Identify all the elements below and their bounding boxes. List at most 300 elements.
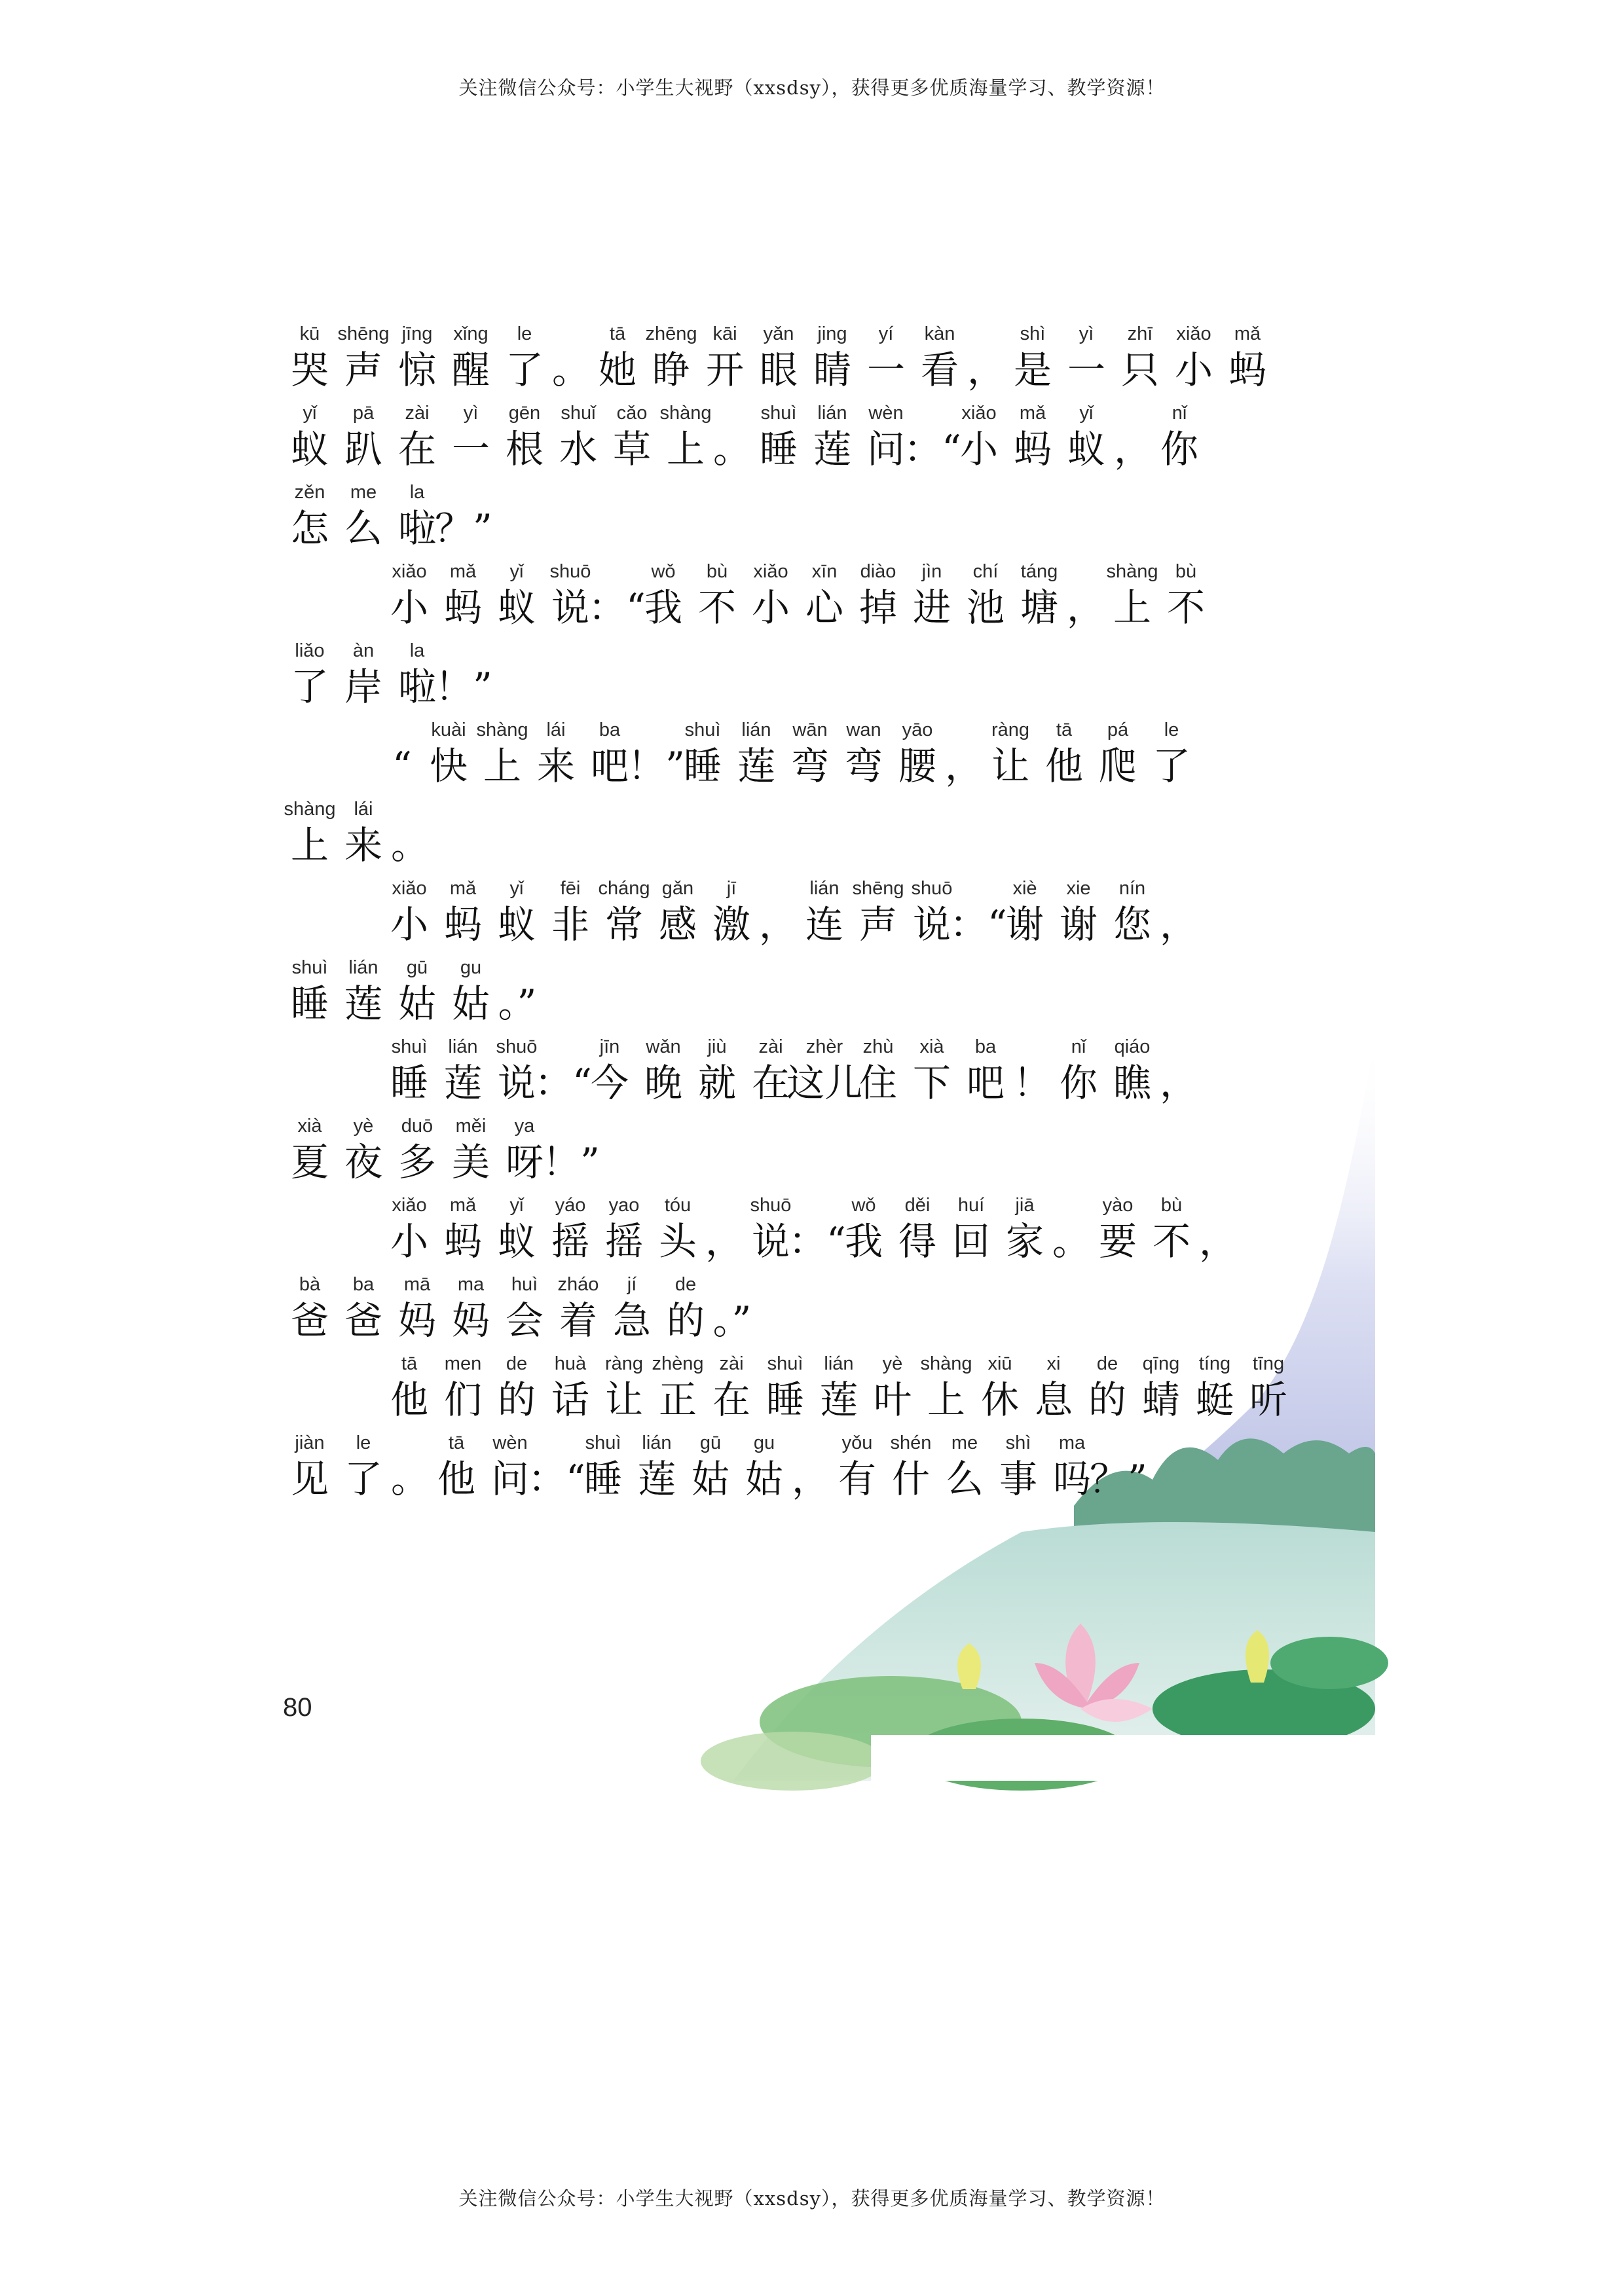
punctuation: [967, 321, 1006, 393]
hanzi: ！”: [435, 665, 492, 709]
hanzi: 我: [644, 585, 682, 630]
hanzi: ：“: [950, 902, 1007, 947]
hanzi: ，: [967, 348, 1005, 392]
ruby-character: [851, 1034, 905, 1106]
pinyin: de: [1096, 1353, 1118, 1374]
hanzi: 在: [397, 427, 436, 471]
hanzi: 在: [712, 1377, 750, 1422]
pinyin: kāi: [712, 323, 737, 344]
ruby-character: [390, 400, 444, 472]
pinyin: kuài: [431, 720, 466, 740]
hanzi: 下: [912, 1061, 951, 1105]
pinyin: jiù: [707, 1036, 727, 1057]
hanzi: ，: [944, 744, 983, 788]
hanzi: 夜: [344, 1140, 382, 1184]
story-line: [382, 710, 1198, 789]
punctuation: [1052, 1192, 1091, 1264]
hanzi: ？”: [1090, 1457, 1147, 1501]
punctuation: [382, 717, 422, 789]
hanzi: 上: [927, 1377, 965, 1422]
pinyin: yáo: [555, 1195, 586, 1216]
punctuation: [435, 479, 492, 551]
pinyin: zài: [758, 1036, 783, 1057]
hanzi: 。: [390, 823, 429, 867]
hanzi: 。: [390, 1457, 429, 1501]
ruby-character: [905, 558, 959, 630]
ruby-character: [644, 321, 698, 393]
ruby-character: [1134, 1351, 1188, 1423]
pinyin: shàng: [476, 720, 528, 740]
ruby-character: [430, 1430, 483, 1502]
punctuation: [712, 400, 752, 472]
pinyin: ba: [974, 1036, 997, 1057]
pinyin: jī: [726, 878, 737, 899]
ruby-character: [851, 558, 905, 630]
pinyin: ràng: [991, 720, 1030, 740]
ruby-character: [1052, 875, 1105, 947]
hanzi: 小: [1174, 348, 1213, 392]
hanzi: 问: [490, 1457, 529, 1501]
ruby-character: [597, 1351, 651, 1423]
hanzi: 蚁: [497, 1219, 536, 1264]
pinyin: xǐng: [453, 323, 489, 344]
ruby-character: [444, 400, 498, 472]
ruby-character: [382, 875, 436, 947]
pinyin: gēn: [508, 403, 541, 424]
ruby-character: [544, 875, 597, 947]
pinyin: kàn: [924, 323, 955, 344]
hanzi: 的: [1088, 1377, 1126, 1422]
ruby-character: [283, 400, 337, 472]
hanzi: 腰: [898, 744, 936, 788]
hanzi: 啦: [397, 665, 436, 709]
ruby-character: [973, 1351, 1027, 1423]
hanzi: 让: [604, 1377, 643, 1422]
pinyin: yǐ: [509, 878, 524, 899]
ruby-character: [390, 1113, 444, 1185]
ruby-character: [583, 1034, 637, 1106]
hanzi: 你: [1160, 427, 1198, 471]
hanzi: 见: [290, 1457, 329, 1501]
hanzi: 小: [959, 427, 998, 471]
pinyin: xià: [919, 1036, 944, 1057]
ruby-character: [283, 638, 337, 710]
ruby-character: [676, 717, 729, 789]
punctuation: [1066, 558, 1105, 630]
ruby-character: [444, 955, 498, 1027]
pinyin: shàng: [659, 403, 712, 424]
ruby-character: [1113, 321, 1167, 393]
ruby-character: [422, 717, 475, 789]
ruby-character: [337, 638, 390, 710]
ruby-character: [337, 1113, 390, 1185]
ruby-character: [337, 955, 390, 1027]
pinyin: shì: [1020, 323, 1046, 344]
ruby-character: [1091, 1192, 1145, 1264]
pinyin: xie: [1066, 878, 1091, 899]
pinyin: le: [356, 1432, 371, 1453]
hanzi: 感: [658, 902, 697, 947]
hanzi: 就: [697, 1061, 736, 1105]
ruby-character: [884, 1430, 938, 1502]
pinyin: yí: [878, 323, 894, 344]
pinyin: cǎo: [616, 403, 648, 424]
pinyin: tíng: [1198, 1353, 1231, 1374]
ruby-character: [959, 1034, 1012, 1106]
ruby-character: [444, 1113, 498, 1185]
punctuation: [627, 717, 685, 789]
pinyin: yì: [1079, 323, 1094, 344]
punctuation: [390, 796, 430, 868]
hanzi: 眼: [759, 348, 798, 392]
pinyin: xià: [297, 1116, 322, 1137]
ruby-character: [690, 1034, 744, 1106]
ruby-character: [1105, 1034, 1159, 1106]
ruby-character: [1060, 400, 1113, 472]
hanzi: 正: [658, 1377, 697, 1422]
pinyin: liǎo: [295, 640, 325, 661]
hanzi: 快: [429, 744, 468, 788]
pinyin: gǎn: [661, 878, 694, 899]
hanzi: 谢: [1059, 902, 1098, 947]
hanzi: 非: [551, 902, 589, 947]
ruby-character: [684, 1430, 737, 1502]
ruby-character: [866, 1351, 919, 1423]
hanzi: 池: [966, 585, 1005, 630]
ruby-character: [337, 1271, 390, 1343]
ruby-character: [913, 321, 967, 393]
ruby-character: [737, 1430, 791, 1502]
story-line: [283, 1265, 752, 1343]
pinyin: bù: [1175, 561, 1197, 582]
ruby-character: [591, 321, 644, 393]
ruby-character: [597, 875, 651, 947]
ruby-character: [390, 321, 444, 393]
hanzi: 了: [290, 665, 329, 709]
pinyin: ma: [1058, 1432, 1086, 1453]
ruby-character: [1006, 321, 1060, 393]
pinyin: wǒ: [851, 1195, 876, 1216]
pinyin: le: [1164, 720, 1179, 740]
pinyin: jing: [817, 323, 847, 344]
ruby-character: [837, 1192, 891, 1264]
pinyin: qiáo: [1114, 1036, 1151, 1057]
pinyin: wǎn: [646, 1036, 681, 1057]
hanzi: 莲: [344, 981, 382, 1026]
hanzi: 莲: [637, 1457, 676, 1501]
hanzi: 弯: [844, 744, 883, 788]
pinyin: lián: [741, 720, 771, 740]
hanzi: 一: [866, 348, 905, 392]
pinyin: lián: [824, 1353, 854, 1374]
hanzi: 么: [945, 1457, 984, 1501]
hanzi: 弯: [790, 744, 829, 788]
punctuation: [1113, 400, 1153, 472]
story-line: [382, 869, 1198, 947]
pinyin: de: [674, 1274, 697, 1295]
punctuation: [534, 1034, 592, 1106]
hanzi: 。: [1052, 1219, 1090, 1264]
ruby-character: [1221, 321, 1274, 393]
story-line: [283, 1106, 600, 1185]
story-line: [283, 948, 537, 1027]
hanzi: 上: [1113, 585, 1151, 630]
hanzi: 上: [483, 744, 521, 788]
pinyin: àn: [352, 640, 375, 661]
pinyin: jīn: [599, 1036, 620, 1057]
hanzi: 晚: [644, 1061, 682, 1105]
ruby-character: [490, 875, 544, 947]
hanzi: 么: [344, 506, 382, 551]
pinyin: yè: [353, 1116, 374, 1137]
pinyin: ba: [599, 720, 621, 740]
punctuation: [498, 955, 537, 1027]
pinyin: kū: [299, 323, 320, 344]
punctuation: [390, 1430, 430, 1502]
hanzi: 心: [805, 585, 843, 630]
pinyin: shuō: [496, 1036, 538, 1057]
ruby-character: [436, 1034, 490, 1106]
hanzi: 蚁: [1067, 427, 1105, 471]
pinyin: shuō: [549, 561, 591, 582]
ruby-character: [337, 479, 390, 551]
pinyin: la: [409, 640, 425, 661]
hanzi: 得: [898, 1219, 936, 1264]
pinyin: wèn: [868, 403, 904, 424]
hanzi: 他: [437, 1457, 475, 1501]
pinyin: děi: [904, 1195, 931, 1216]
hanzi: 看: [920, 348, 959, 392]
pinyin: gū: [699, 1432, 722, 1453]
pinyin: tā: [1056, 720, 1073, 740]
pinyin: jí: [627, 1274, 637, 1295]
pinyin: huà: [554, 1353, 587, 1374]
hanzi: ！”: [627, 744, 685, 788]
punctuation: [1198, 1192, 1238, 1264]
hanzi: 了: [344, 1457, 382, 1501]
ruby-character: [498, 321, 551, 393]
hanzi: 小: [390, 902, 428, 947]
ruby-character: [1153, 400, 1206, 472]
hanzi: ？”: [435, 506, 492, 551]
hanzi: 醒: [451, 348, 490, 392]
hanzi: 惊: [397, 348, 436, 392]
ruby-character: [444, 1271, 498, 1343]
hanzi: 声: [858, 902, 897, 947]
ruby-character: [891, 1192, 944, 1264]
hanzi: 着: [559, 1298, 597, 1343]
hanzi: 莲: [443, 1061, 482, 1105]
pinyin: tóu: [664, 1195, 692, 1216]
pinyin: ba: [352, 1274, 375, 1295]
hanzi: 蚁: [497, 902, 536, 947]
pinyin: mā: [403, 1274, 431, 1295]
hanzi: 睡: [290, 981, 329, 1026]
ruby-character: [1105, 558, 1159, 630]
hanzi: 莲: [819, 1377, 858, 1422]
ruby-character: [1145, 717, 1198, 789]
ruby-character: [283, 479, 337, 551]
pinyin: chí: [972, 561, 999, 582]
hanzi: 莲: [813, 427, 851, 471]
punctuation: [551, 321, 591, 393]
hanzi: 一: [451, 427, 490, 471]
ruby-character: [1159, 558, 1213, 630]
hanzi: 爬: [1098, 744, 1137, 788]
ruby-character: [1188, 1351, 1242, 1423]
hanzi: 莲: [737, 744, 775, 788]
ruby-character: [436, 1351, 490, 1423]
pinyin: men: [444, 1353, 482, 1374]
pinyin: xiǎo: [392, 1195, 427, 1216]
ruby-character: [436, 1192, 490, 1264]
pinyin: yāo: [902, 720, 933, 740]
story-line: [283, 393, 1206, 472]
hanzi: 问: [866, 427, 905, 471]
hanzi: 让: [991, 744, 1029, 788]
hanzi: 爸: [290, 1298, 329, 1343]
hanzi: 姑: [691, 1457, 729, 1501]
punctuation: [712, 1271, 752, 1343]
ruby-character: [805, 321, 859, 393]
ruby-character: [382, 1034, 436, 1106]
ruby-character: [752, 321, 805, 393]
pinyin: cháng: [598, 878, 650, 899]
ruby-character: [436, 558, 490, 630]
hanzi: 吧: [966, 1061, 1005, 1105]
page-number: 80: [283, 1693, 312, 1722]
hanzi: 啦: [397, 506, 436, 551]
ruby-character: [1060, 321, 1113, 393]
punctuation: [528, 1430, 585, 1502]
hanzi: 小: [390, 1219, 428, 1264]
pinyin: me: [951, 1432, 978, 1453]
hanzi: 来: [344, 823, 382, 867]
hanzi: 不: [1166, 585, 1205, 630]
punctuation: [542, 1113, 600, 1185]
story-line: [283, 790, 430, 868]
ruby-character: [659, 1271, 712, 1343]
hanzi: ：“: [534, 1061, 592, 1105]
ruby-character: [475, 717, 529, 789]
hanzi: 了: [1152, 744, 1190, 788]
pinyin: jiàn: [295, 1432, 325, 1453]
pinyin: yǐ: [1079, 403, 1094, 424]
hanzi: ！”: [542, 1140, 600, 1184]
ruby-character: [837, 717, 891, 789]
story-line: [283, 473, 492, 551]
hanzi: 。: [551, 348, 590, 392]
hanzi: 你: [1059, 1061, 1098, 1105]
ruby-character: [605, 1271, 659, 1343]
ruby-character: [891, 717, 944, 789]
ruby-character: [758, 1351, 812, 1423]
hanzi: 休: [980, 1377, 1019, 1422]
ruby-character: [1091, 717, 1145, 789]
ruby-character: [729, 717, 783, 789]
hanzi: 摇: [604, 1219, 643, 1264]
hanzi: 睛: [813, 348, 851, 392]
story-line: [382, 1344, 1295, 1423]
ruby-character: [498, 400, 551, 472]
pinyin: me: [350, 482, 377, 503]
hanzi: 今: [590, 1061, 629, 1105]
pinyin: tīng: [1252, 1353, 1285, 1374]
pinyin: xīn: [811, 561, 838, 582]
story-line: [382, 1186, 1238, 1264]
punctuation: [944, 717, 984, 789]
pinyin: le: [517, 323, 532, 344]
hanzi: 吧: [590, 744, 629, 788]
pinyin: wǒ: [651, 561, 676, 582]
ruby-character: [798, 558, 851, 630]
ruby-character: [605, 400, 659, 472]
pinyin: duō: [401, 1116, 434, 1137]
punctuation: [758, 875, 798, 947]
pinyin: shēng: [337, 323, 390, 344]
ruby-character: [337, 1430, 390, 1502]
ruby-character: [991, 1430, 1045, 1502]
pinyin: huì: [511, 1274, 538, 1295]
pinyin: shuì: [767, 1353, 803, 1374]
hanzi: ：“: [788, 1219, 846, 1264]
ruby-character: [1105, 875, 1159, 947]
punctuation: [791, 1430, 830, 1502]
hanzi: 回: [951, 1219, 990, 1264]
pinyin: jiā: [1015, 1195, 1035, 1216]
hanzi: 一: [1067, 348, 1105, 392]
ruby-character: [390, 955, 444, 1027]
ruby-character: [744, 558, 798, 630]
pinyin: shuì: [684, 720, 721, 740]
ruby-character: [544, 1351, 597, 1423]
hanzi: 水: [559, 427, 597, 471]
pinyin: yǎn: [763, 323, 794, 344]
hanzi: 上: [666, 427, 705, 471]
pinyin: lián: [809, 878, 840, 899]
hanzi: ：“: [588, 585, 646, 630]
ruby-character: [959, 558, 1012, 630]
hanzi: 的: [497, 1377, 536, 1422]
ruby-character: [283, 1430, 337, 1502]
pinyin: yǐ: [509, 1195, 524, 1216]
ruby-character: [283, 321, 337, 393]
story-line: [283, 1423, 1147, 1502]
hanzi: 蚂: [1228, 348, 1266, 392]
ruby-character: [551, 400, 605, 472]
pinyin: tā: [609, 323, 626, 344]
hanzi: ，: [791, 1457, 830, 1501]
story-line: [283, 631, 492, 710]
hanzi: 蚂: [1013, 427, 1052, 471]
pinyin: fēi: [560, 878, 581, 899]
ruby-character: [1080, 1351, 1134, 1423]
hanzi: ！: [1012, 1061, 1051, 1105]
punctuation: [1159, 1034, 1198, 1106]
punctuation: [435, 638, 492, 710]
pinyin: shuǐ: [561, 403, 596, 424]
ruby-character: [390, 1271, 444, 1343]
hanzi: 会: [505, 1298, 544, 1343]
pinyin: shēng: [852, 878, 904, 899]
ruby-character: [382, 558, 436, 630]
pinyin: xiè: [1012, 878, 1037, 899]
hanzi: 妈: [397, 1298, 436, 1343]
ruby-character: [998, 875, 1052, 947]
pinyin: tā: [401, 1353, 418, 1374]
pinyin: nín: [1118, 878, 1146, 899]
hanzi: 是: [1013, 348, 1052, 392]
